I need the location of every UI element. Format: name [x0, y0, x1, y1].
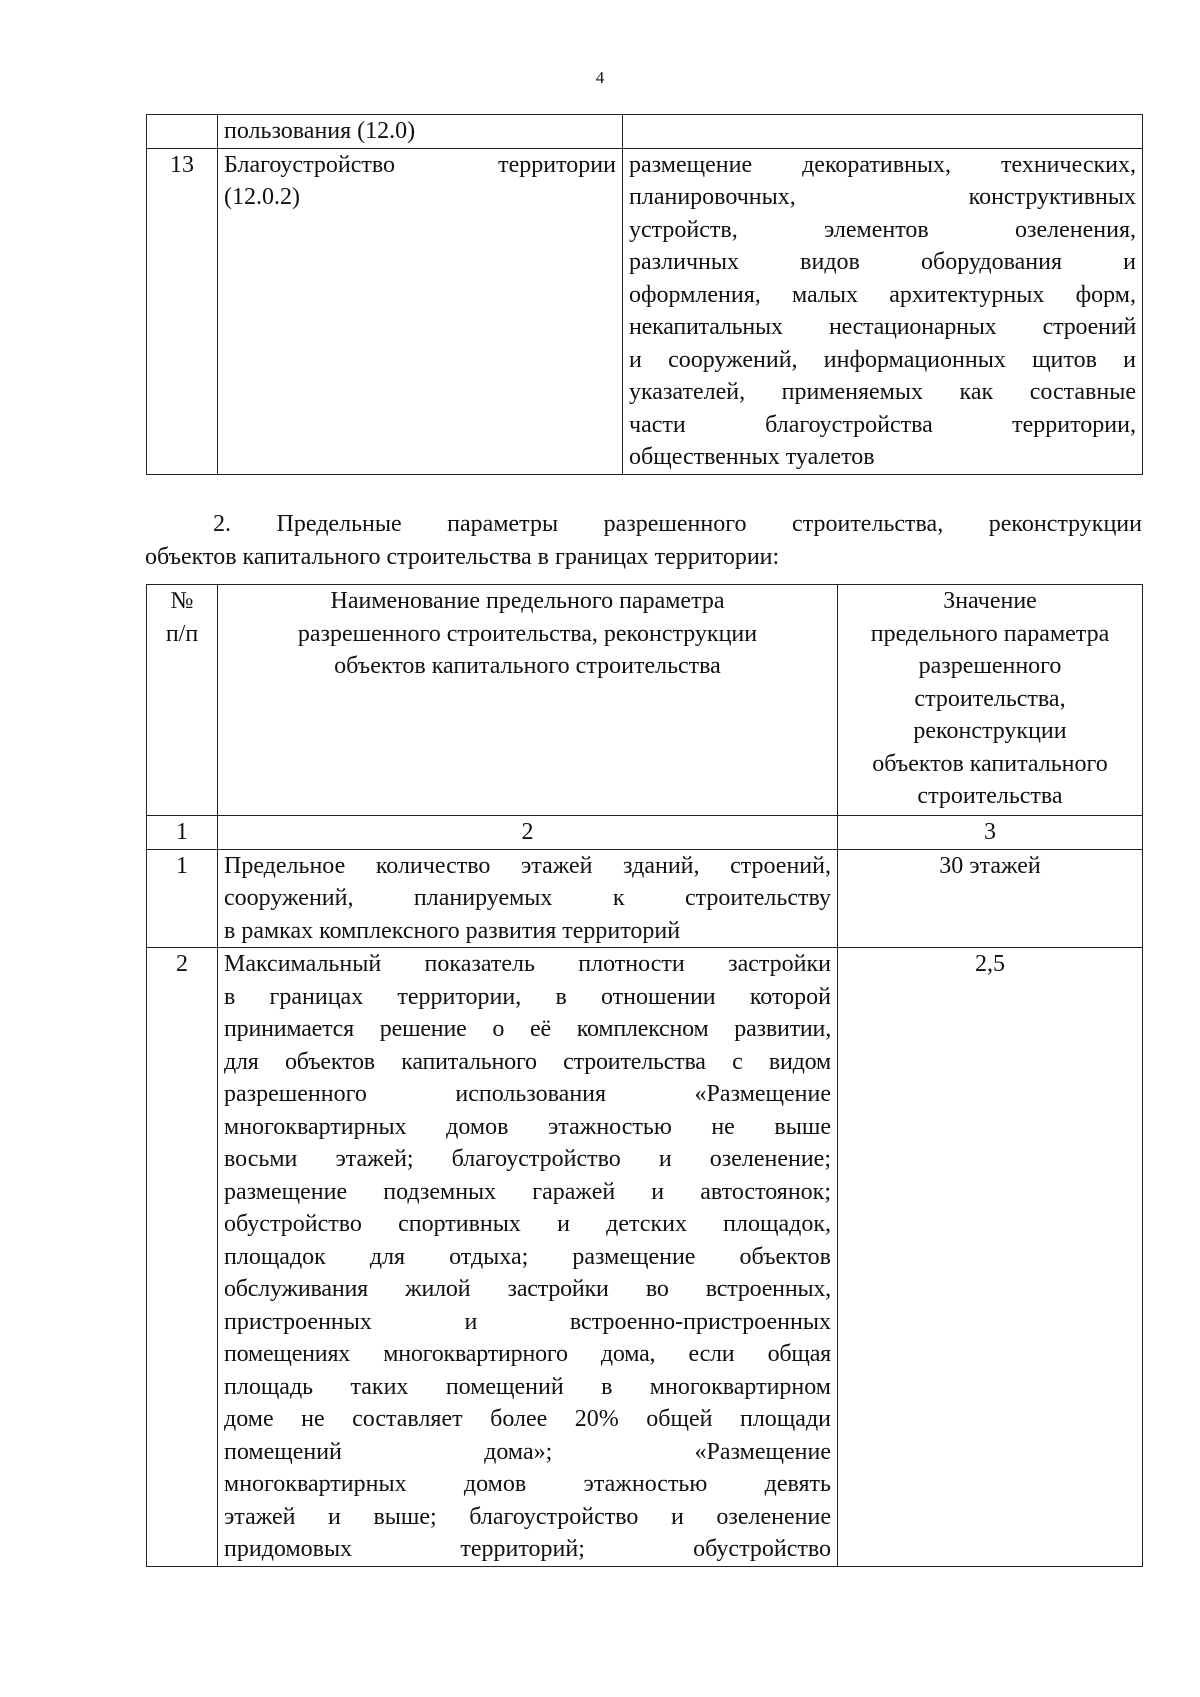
text-line: и сооружений, информационных щитов и: [629, 346, 1136, 373]
text-line: различных видов оборудования и: [629, 249, 1136, 275]
text-line: пристроенных и встроенно-пристроенных: [224, 1308, 831, 1335]
text-line: Благоустройство территории: [224, 151, 616, 178]
header-line: разрешенного: [918, 653, 1062, 679]
text-line: устройств, элементов озеленения,: [629, 216, 1136, 243]
land-use-name: [218, 148, 623, 474]
land-use-name: пользования (12.0): [218, 115, 623, 149]
header-line: объектов капитального строительства: [334, 653, 721, 679]
text-line: указателей, применяемых как составные: [629, 379, 1136, 405]
land-use-description: [623, 115, 1143, 149]
parameter-value: 30 этажей: [838, 849, 1143, 948]
row-number: 13: [147, 148, 218, 474]
row-number: [147, 115, 218, 149]
page-number: 4: [595, 68, 605, 87]
header-line: разрешенного строительства, реконструкции: [297, 620, 758, 647]
text-line: этажей и выше; благоустройство и озеленение: [224, 1503, 831, 1530]
text-line: обустройство спортивных и детских площадок,: [224, 1211, 831, 1237]
parameter-name: [218, 948, 838, 1567]
text-line: Предельное количество этажей зданий, строений,: [224, 852, 831, 879]
text-line: разрешенного использования «Размещение: [224, 1081, 831, 1107]
header-line: п/п: [165, 620, 199, 647]
parameter-name: [218, 849, 838, 948]
text-line: обслуживания жилой застройки во встроенных,: [224, 1276, 831, 1302]
text-line: доме не составляет более 20% общей площади: [224, 1406, 831, 1432]
column-number: 1: [147, 816, 218, 850]
text-line: для объектов капитального строительства с видом: [224, 1048, 831, 1075]
column-number: 3: [838, 816, 1143, 850]
section-2-line: 2. Предельные параметры разрешенного строительства, реконструкции: [213, 511, 1142, 537]
header-line: объектов капитального: [872, 750, 1108, 777]
header-line: предельного параметра: [870, 620, 1110, 647]
column-number: 2: [218, 816, 838, 850]
land-use-description: [623, 148, 1143, 474]
text-line: части благоустройства территории,: [629, 411, 1136, 438]
text-line: принимается решение о её комплексном развитии,: [224, 1016, 831, 1042]
header-line: строительства: [917, 783, 1063, 809]
text-line: восьми этажей; благоустройство и озеленение;: [224, 1146, 831, 1172]
table-header-row: [147, 585, 1143, 816]
row-number: 2: [147, 948, 218, 1567]
header-parameter-value: [838, 585, 1143, 816]
text-line: размещение подземных гаражей и автостоянок;: [224, 1178, 831, 1205]
text-line: помещениях многоквартирного дома, если общая: [224, 1341, 831, 1367]
header-line: строительства,: [914, 685, 1066, 712]
table-row: [147, 849, 1143, 948]
text-line: площадок для отдыха; размещение объектов: [224, 1243, 831, 1270]
text-line: площадь таких помещений в многоквартирном: [224, 1373, 831, 1400]
header-line: реконструкции: [913, 718, 1067, 744]
text-line: общественных туалетов: [629, 444, 875, 470]
section-2-line: объектов капитального строительства в границах территории:: [145, 543, 780, 570]
parameters-table: [146, 584, 1143, 1567]
text-line: (12.0.2): [224, 184, 300, 210]
text-line: некапитальных нестационарных строений: [629, 314, 1136, 340]
table-row: [147, 148, 1143, 474]
text-line: оформления, малых архитектурных форм,: [629, 281, 1136, 308]
header-line: №: [170, 588, 194, 614]
header-line: Значение: [943, 588, 1037, 614]
row-number: 1: [147, 849, 218, 948]
table-row: [147, 115, 1143, 149]
text-line: сооружений, планируемых к строительству: [224, 885, 831, 911]
text-line: размещение декоративных, технических,: [629, 151, 1136, 178]
text-line: Максимальный показатель плотности застройки: [224, 951, 831, 977]
text-line: многоквартирных домов этажностью девять: [224, 1471, 831, 1497]
text-line: в рамках комплексного развития территорий: [224, 917, 681, 944]
parameter-value: 2,5: [838, 948, 1143, 1567]
header-number: [147, 585, 218, 816]
text-line: придомовых территорий; обустройство: [224, 1536, 831, 1562]
text-line: помещений дома»; «Размещение: [224, 1438, 831, 1465]
text-line: многоквартирных домов этажностью не выше: [224, 1113, 831, 1140]
text-line: планировочных, конструктивных: [629, 184, 1136, 210]
table-row: [147, 948, 1143, 1567]
header-line: Наименование предельного параметра: [330, 588, 725, 614]
land-use-table: [146, 114, 1143, 475]
header-parameter-name: [218, 585, 838, 816]
column-number-row: [147, 816, 1143, 850]
section-2-heading: [145, 508, 1142, 573]
text-line: в границах территории, в отношении которой: [224, 983, 831, 1010]
